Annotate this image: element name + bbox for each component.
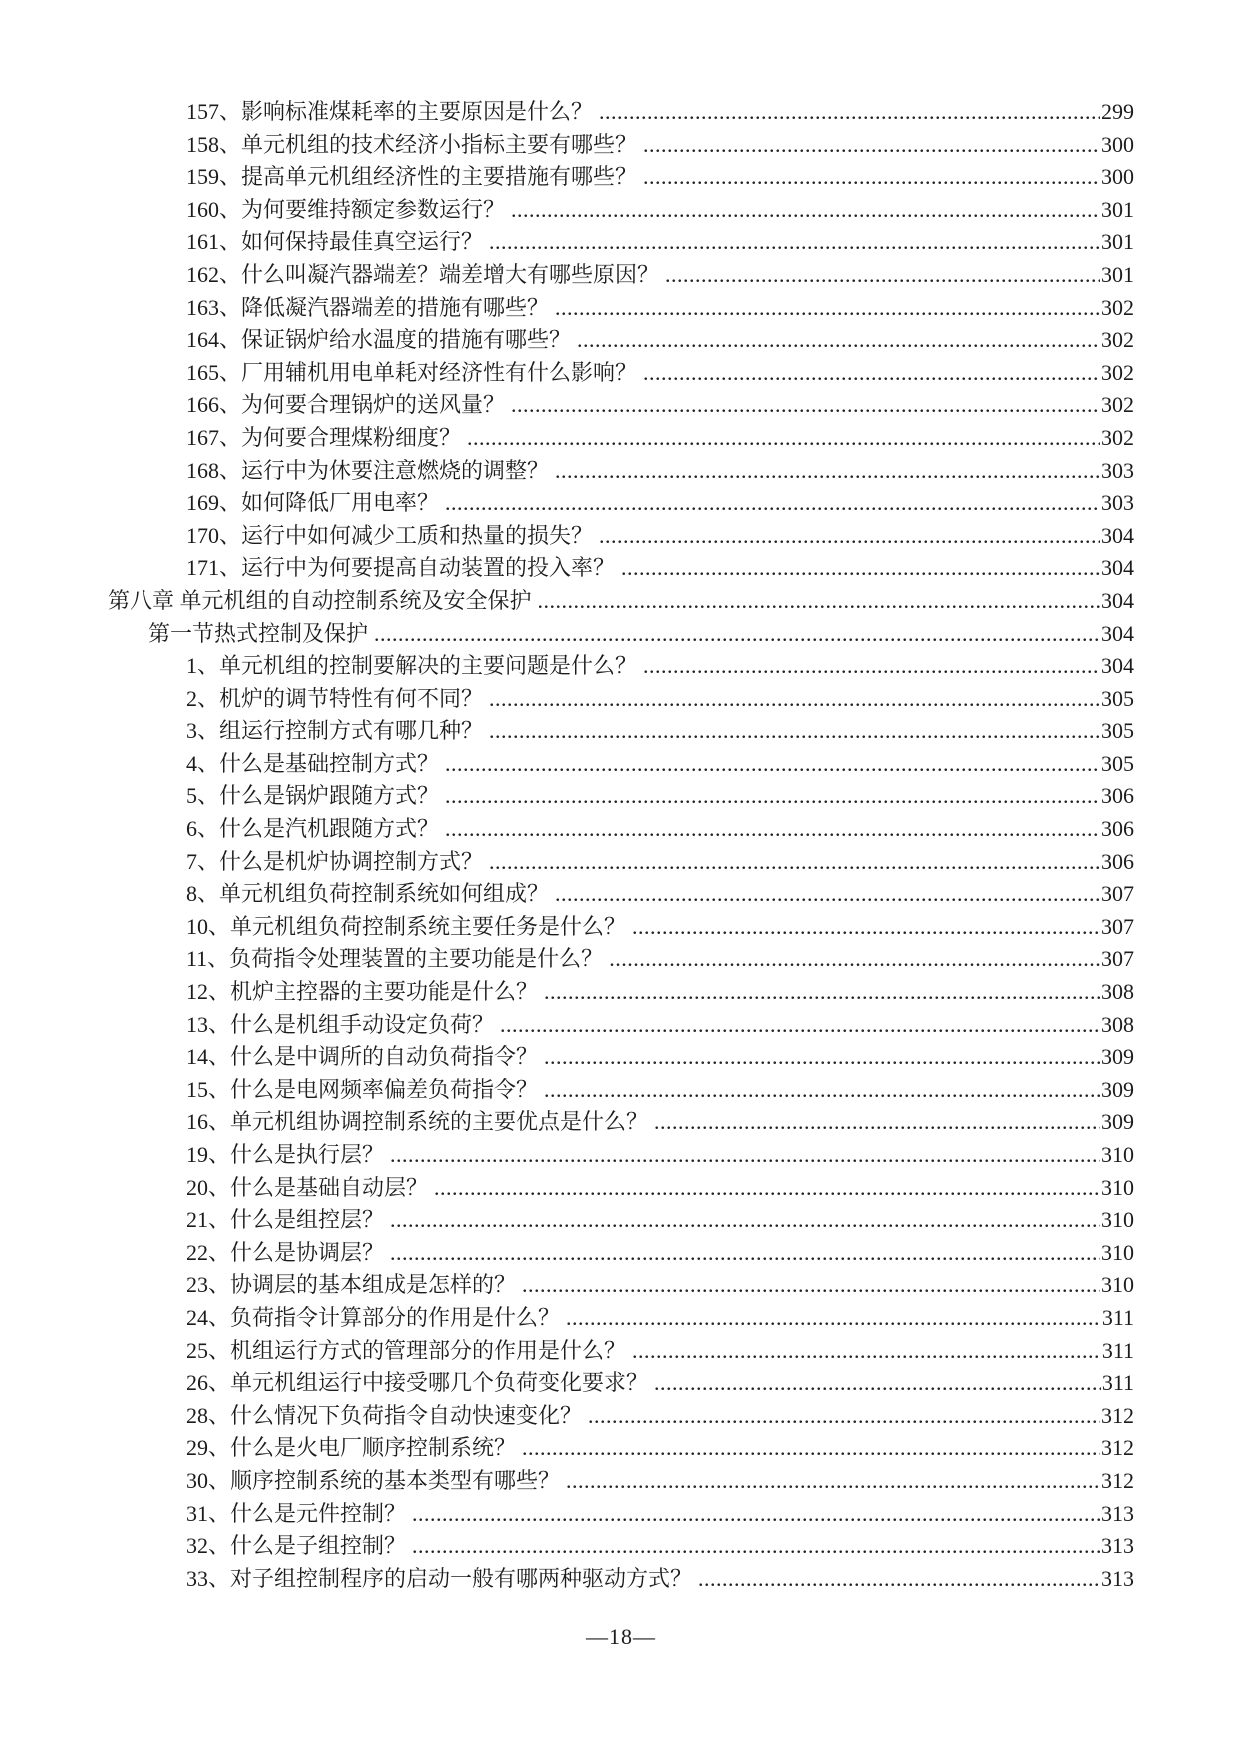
toc-entry-text: 29、什么是火电厂顺序控制系统？ xyxy=(186,1435,517,1461)
toc-entry-page: 299 xyxy=(1101,99,1134,124)
toc-entry-item xyxy=(108,1269,1134,1302)
toc-entry-text: 第八章 单元机组的自动控制系统及安全保护 xyxy=(108,587,532,613)
toc-entry-item xyxy=(108,324,1134,357)
toc-entry-page: 302 xyxy=(1101,294,1134,320)
toc-entry-page: 313 xyxy=(1101,1533,1134,1559)
dot-leader xyxy=(412,1498,1100,1531)
toc-entry-item xyxy=(108,1204,1134,1237)
dot-leader xyxy=(665,259,1100,292)
toc-entry-item xyxy=(108,226,1134,259)
toc-entry-text: 22、什么是协调层？ xyxy=(186,1239,385,1265)
toc-entry-page: 306 xyxy=(1101,848,1134,874)
toc-entry-item xyxy=(108,1041,1134,1074)
toc-entry-page: 304 xyxy=(1101,587,1134,613)
toc-entry-page: 311 xyxy=(1101,1337,1134,1363)
toc-entry-text: 32、什么是子组控制？ xyxy=(186,1533,407,1559)
toc-entry-text: 3、组运行控制方式有哪几种？ xyxy=(186,718,484,744)
dot-leader xyxy=(489,226,1100,259)
toc-entry-page: 313 xyxy=(1101,1500,1134,1526)
toc-entry-text: 158、单元机组的技术经济小指标主要有哪些？ xyxy=(186,131,638,157)
toc-entry-text: 169、如何降低厂用电率？ xyxy=(186,490,440,516)
dot-leader xyxy=(412,1530,1100,1563)
toc-entry-item xyxy=(108,1498,1134,1531)
toc-entry-text: 11、负荷指令处理装置的主要功能是什么？ xyxy=(186,946,604,972)
toc-entry-item xyxy=(108,748,1134,781)
dot-leader xyxy=(445,780,1100,813)
toc-entry-text: 170、运行中如何减少工质和热量的损失？ xyxy=(186,522,594,548)
toc-entry-text: 10、单元机组负荷控制系统主要任务是什么？ xyxy=(186,913,627,939)
toc-entry-page: 304 xyxy=(1101,522,1134,548)
toc-entry-item xyxy=(108,422,1134,455)
dot-leader xyxy=(511,194,1100,227)
toc-entry-page: 312 xyxy=(1101,1402,1134,1428)
toc-entry-page: 311 xyxy=(1101,1304,1134,1330)
dot-leader xyxy=(654,1367,1101,1400)
toc-entry-page: 302 xyxy=(1101,327,1134,353)
toc-entry-page: 310 xyxy=(1101,1142,1134,1167)
dot-leader xyxy=(489,846,1100,879)
toc-entry-page: 301 xyxy=(1101,261,1134,287)
dot-leader xyxy=(511,389,1100,422)
dot-leader xyxy=(522,1269,1100,1302)
toc-entry-page: 305 xyxy=(1101,750,1134,776)
toc-entry-text: 第一节热式控制及保护 xyxy=(148,620,369,646)
dot-leader xyxy=(467,422,1100,455)
dot-leader xyxy=(445,813,1100,846)
toc-entry-item xyxy=(108,1335,1134,1368)
toc-entry-page: 302 xyxy=(1101,424,1134,450)
dot-leader xyxy=(445,487,1100,520)
toc-entry-item xyxy=(108,943,1134,976)
dot-leader xyxy=(390,1237,1100,1270)
toc-entry-item xyxy=(108,194,1134,227)
toc-entry-page: 301 xyxy=(1101,229,1134,255)
toc-entry-page: 303 xyxy=(1101,490,1134,516)
toc-entry-page: 310 xyxy=(1101,1272,1134,1298)
toc-entry-text: 20、什么是基础自动层？ xyxy=(186,1174,429,1200)
toc-entry-text: 6、什么是汽机跟随方式？ xyxy=(186,816,440,842)
toc-entry-text: 157、影响标准煤耗率的主要原因是什么？ xyxy=(186,99,594,124)
toc-entry-text: 7、什么是机炉协调控制方式？ xyxy=(186,848,484,874)
toc-entry-item xyxy=(108,455,1134,488)
toc-entry-item xyxy=(108,129,1134,162)
toc-entry-item xyxy=(108,650,1134,683)
toc-entry-section xyxy=(108,618,1134,651)
toc-entry-page: 304 xyxy=(1101,620,1134,646)
toc-entry-page: 305 xyxy=(1101,718,1134,744)
toc-entry-item xyxy=(108,292,1134,325)
toc-entry-page: 311 xyxy=(1101,1370,1134,1396)
dot-leader xyxy=(577,324,1100,357)
toc-entry-text: 159、提高单元机组经济性的主要措施有哪些？ xyxy=(186,164,638,190)
toc-entry-page: 306 xyxy=(1101,783,1134,809)
dot-leader xyxy=(643,129,1100,162)
toc-entry-item xyxy=(108,357,1134,390)
toc-entry-page: 310 xyxy=(1101,1239,1134,1265)
toc-entry-page: 307 xyxy=(1101,946,1134,972)
toc-entry-page: 302 xyxy=(1101,392,1134,418)
toc-entry-item xyxy=(108,1530,1134,1563)
toc-entry-page: 310 xyxy=(1101,1207,1134,1233)
toc-entry-page: 306 xyxy=(1101,816,1134,842)
dot-leader xyxy=(544,1041,1100,1074)
toc-entry-text: 171、运行中为何要提高自动装置的投入率？ xyxy=(186,555,616,581)
toc-entry-item xyxy=(108,813,1134,846)
toc-entry-page: 301 xyxy=(1101,196,1134,222)
toc-entry-item xyxy=(108,520,1134,553)
toc-entry-text: 28、什么情况下负荷指令自动快速变化？ xyxy=(186,1402,583,1428)
dot-leader xyxy=(555,292,1100,325)
toc-entry-page: 312 xyxy=(1101,1435,1134,1461)
dot-leader xyxy=(643,161,1100,194)
toc-entry-item xyxy=(108,976,1134,1009)
toc-entry-item xyxy=(108,1400,1134,1433)
toc-entry-text: 33、对子组控制程序的启动一般有哪两种驱动方式？ xyxy=(186,1565,693,1591)
toc-entry-text: 26、单元机组运行中接受哪几个负荷变化要求？ xyxy=(186,1370,649,1396)
dot-leader xyxy=(390,1139,1100,1172)
dot-leader xyxy=(522,1432,1100,1465)
dot-leader xyxy=(500,1009,1100,1042)
toc-entry-text: 160、为何要维持额定参数运行？ xyxy=(186,196,506,222)
toc-entry-page: 308 xyxy=(1101,979,1134,1005)
toc-entry-item xyxy=(108,1432,1134,1465)
dot-leader xyxy=(609,943,1100,976)
toc-entry-page: 308 xyxy=(1101,1011,1134,1037)
toc-entry-item xyxy=(108,1563,1134,1596)
toc-entry-page: 300 xyxy=(1101,164,1134,190)
toc-entry-text: 19、什么是执行层？ xyxy=(186,1142,385,1167)
toc-entry-text: 163、降低凝汽器端差的措施有哪些？ xyxy=(186,294,550,320)
toc-entry-text: 4、什么是基础控制方式？ xyxy=(186,750,440,776)
toc-entry-item xyxy=(108,1074,1134,1107)
toc-entry-item xyxy=(108,683,1134,716)
toc-entry-item xyxy=(108,1302,1134,1335)
dot-leader xyxy=(654,1106,1100,1139)
toc-entry-text: 167、为何要合理煤粉细度？ xyxy=(186,424,462,450)
page-number-footer: —18— xyxy=(586,1624,656,1650)
dot-leader xyxy=(632,911,1100,944)
toc-entry-item xyxy=(108,161,1134,194)
table-of-contents xyxy=(108,96,1134,1595)
toc-entry-text: 30、顺序控制系统的基本类型有哪些？ xyxy=(186,1467,561,1493)
toc-entry-item xyxy=(108,911,1134,944)
toc-entry-text: 2、机炉的调节特性有何不同？ xyxy=(186,685,484,711)
toc-entry-text: 25、机组运行方式的管理部分的作用是什么？ xyxy=(186,1337,627,1363)
toc-entry-item xyxy=(108,1172,1134,1205)
toc-entry-page: 310 xyxy=(1101,1174,1134,1200)
toc-entry-item xyxy=(108,487,1134,520)
toc-entry-page: 307 xyxy=(1101,913,1134,939)
dot-leader xyxy=(489,715,1100,748)
toc-entry-text: 15、什么是电网频率偏差负荷指令？ xyxy=(186,1076,539,1102)
toc-entry-item xyxy=(108,1237,1134,1270)
toc-entry-page: 304 xyxy=(1101,653,1134,679)
toc-entry-page: 312 xyxy=(1101,1467,1134,1493)
dot-leader xyxy=(544,976,1100,1009)
toc-entry-chapter xyxy=(108,585,1134,618)
toc-entry-item xyxy=(108,389,1134,422)
toc-entry-text: 168、运行中为休要注意燃烧的调整？ xyxy=(186,457,550,483)
toc-entry-item xyxy=(108,96,1134,129)
toc-entry-text: 31、什么是元件控制？ xyxy=(186,1500,407,1526)
toc-entry-text: 23、协调层的基本组成是怎样的？ xyxy=(186,1272,517,1298)
toc-entry-item xyxy=(108,259,1134,292)
dot-leader xyxy=(632,1335,1101,1368)
toc-entry-text: 166、为何要合理锅炉的送风量？ xyxy=(186,392,506,418)
toc-entry-text: 164、保证锅炉给水温度的措施有哪些？ xyxy=(186,327,572,353)
dot-leader xyxy=(621,552,1100,585)
toc-entry-text: 1、单元机组的控制要解决的主要问题是什么？ xyxy=(186,653,638,679)
dot-leader xyxy=(698,1563,1100,1596)
toc-entry-item xyxy=(108,878,1134,911)
toc-entry-text: 5、什么是锅炉跟随方式？ xyxy=(186,783,440,809)
dot-leader xyxy=(555,878,1100,911)
toc-entry-item xyxy=(108,1367,1134,1400)
dot-leader xyxy=(588,1400,1100,1433)
dot-leader xyxy=(599,96,1100,129)
toc-entry-text: 8、单元机组负荷控制系统如何组成？ xyxy=(186,881,550,907)
toc-entry-page: 303 xyxy=(1101,457,1134,483)
toc-entry-page: 307 xyxy=(1101,881,1134,907)
dot-leader xyxy=(538,585,1100,618)
toc-entry-page: 302 xyxy=(1101,359,1134,385)
toc-entry-page: 309 xyxy=(1101,1109,1134,1135)
dot-leader xyxy=(434,1172,1100,1205)
dot-leader xyxy=(390,1204,1100,1237)
toc-entry-item xyxy=(108,1106,1134,1139)
toc-entry-item xyxy=(108,715,1134,748)
toc-entry-item xyxy=(108,1139,1134,1172)
dot-leader xyxy=(643,650,1100,683)
toc-entry-text: 13、什么是机组手动设定负荷？ xyxy=(186,1011,495,1037)
toc-entry-page: 309 xyxy=(1101,1044,1134,1070)
toc-entry-page: 309 xyxy=(1101,1076,1134,1102)
toc-entry-text: 14、什么是中调所的自动负荷指令？ xyxy=(186,1044,539,1070)
dot-leader xyxy=(544,1074,1100,1107)
toc-entry-item xyxy=(108,780,1134,813)
toc-entry-text: 161、如何保持最佳真空运行？ xyxy=(186,229,484,255)
toc-entry-text: 24、负荷指令计算部分的作用是什么？ xyxy=(186,1304,561,1330)
dot-leader xyxy=(374,618,1100,651)
toc-entry-item xyxy=(108,552,1134,585)
toc-entry-item xyxy=(108,846,1134,879)
toc-entry-text: 165、厂用辅机用电单耗对经济性有什么影响？ xyxy=(186,359,638,385)
dot-leader xyxy=(566,1465,1100,1498)
toc-entry-text: 16、单元机组协调控制系统的主要优点是什么？ xyxy=(186,1109,649,1135)
toc-entry-page: 300 xyxy=(1101,131,1134,157)
toc-entry-page: 305 xyxy=(1101,685,1134,711)
toc-entry-page: 313 xyxy=(1101,1565,1134,1591)
toc-entry-text: 12、机炉主控器的主要功能是什么？ xyxy=(186,979,539,1005)
dot-leader xyxy=(555,455,1100,488)
dot-leader xyxy=(489,683,1100,716)
toc-entry-page: 304 xyxy=(1101,555,1134,581)
dot-leader xyxy=(445,748,1100,781)
dot-leader xyxy=(643,357,1100,390)
dot-leader xyxy=(599,520,1100,553)
dot-leader xyxy=(566,1302,1101,1335)
toc-entry-item xyxy=(108,1465,1134,1498)
toc-entry-item xyxy=(108,1009,1134,1042)
toc-entry-text: 162、什么叫凝汽器端差？端差增大有哪些原因？ xyxy=(186,261,660,287)
toc-entry-text: 21、什么是组控层？ xyxy=(186,1207,385,1233)
